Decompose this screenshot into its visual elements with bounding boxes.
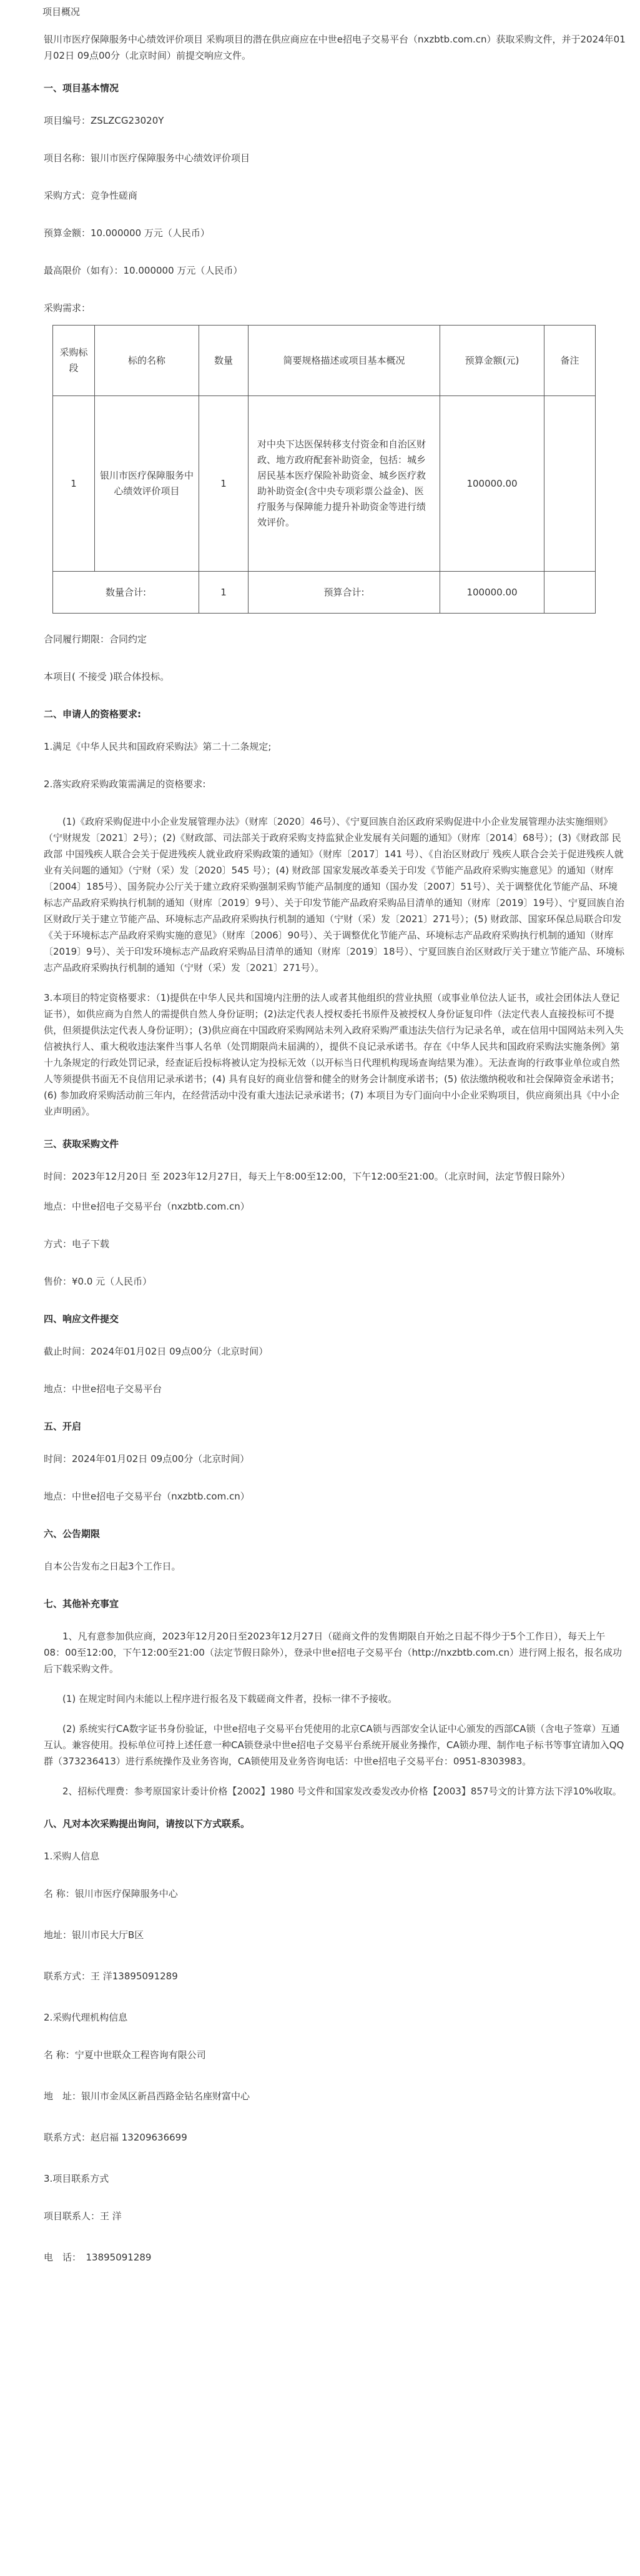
purchaser-contact: 联系方式：王 洋13895091289 — [44, 1971, 178, 1982]
contract-period: 合同履行期限：合同约定 — [44, 634, 147, 645]
cell-budget: 100000.00 — [440, 396, 544, 572]
cell-lot: 1 — [53, 396, 95, 572]
table-summary-row — [53, 572, 596, 614]
qual-item-3: 3.本项目的特定资格要求：（1)提供在中华人民共和国境内注册的法人或者其他组织的营业执照（或事业单位法人证书，或社会团体法人登记证书），如供应商为自然人的需提供自然人身份证明；(2)法定代表人授权委托书原件及被授权人身份证复印件（法定代表人直接投标可不提供，但须提供法定代表人身份证明）；(3)供应商在中国政府采购网站未列入政府采购严重违法失信行为记录名单，或在信用中国网站未列入失信被执行人、重大税收违法案件当事人名单（处罚期限尚未届满的），提供不良记录承诺书。存在《中华人民共和国政府采购法实施条例》第十九条规定的行政处罚记录，经查证后投标将被认定为投标无效（以开标当日代理机构现场查询结果为准）。无法查询的行政事业单位或自然人等须提供书面无不良信用记录承诺书；(4) 具有良好的商业信誉和健全的财务会计制度承诺书；(5) 依法缴纳税收和社会保障资金承诺书；(6) 参加政府采购活动前三年内，在经营活动中没有重大违法记录承诺书；(7) 本项目为专门面向中小企业采购项目，供应商须出具《中小企业声明函》。 — [44, 992, 624, 1117]
obtain-place: 地点：中世e招电子交易平台（nxzbtb.com.cn） — [44, 1201, 250, 1212]
cell-remark — [544, 396, 596, 572]
heading-basic-info: 一、项目基本情况 — [44, 82, 119, 94]
cell-spec: 对中央下达医保转移支付资金和自治区财政、地方政府配套补助资金，包括：城乡居民基本医疗保险补助资金、城乡医疗救助补助资金(含中央专项彩票公益金)、医疗服务与保障能力提升补助资金等进行绩效评价。 — [249, 396, 440, 572]
other-item-1-sub1: (1) 在规定时间内未能以上程序进行报名及下载磋商文件者，投标一律不予接收。 — [62, 1693, 398, 1704]
heading-obtain-docs: 三、获取采购文件 — [44, 1138, 119, 1150]
project-contact-phone: 电 话： 13895091289 — [44, 2252, 152, 2263]
section-label: 项目概况 — [42, 6, 81, 17]
obtain-price: 售价：¥0.0 元（人民币） — [44, 1276, 152, 1287]
project-name: 项目名称：银川市医疗保障服务中心绩效评价项目 — [44, 152, 250, 164]
heading-contacts: 八、凡对本次采购提出询问，请按以下方式联系。 — [44, 1818, 250, 1829]
agency-contact: 联系方式：赵启福 13209636699 — [44, 2132, 187, 2143]
heading-opening: 五、开启 — [44, 1421, 82, 1432]
procurement-method: 采购方式：竞争性磋商 — [44, 190, 138, 201]
notice-period: 自本公告发布之日起3个工作日。 — [44, 1561, 181, 1572]
project-number: 项目编号：ZSLZCG23020Y — [44, 115, 164, 126]
heading-submission: 四、响应文件提交 — [44, 1313, 119, 1325]
agency-name: 名 称：宁夏中世联众工程咨询有限公司 — [44, 2049, 206, 2061]
qual-item-1: 1.满足《中华人民共和国政府采购法》第二十二条规定; — [44, 741, 272, 752]
purchaser-name: 名 称：银川市医疗保障服务中心 — [44, 1888, 178, 1899]
project-contact-heading: 3.项目联系方式 — [44, 2173, 109, 2184]
cell-summary-remark — [544, 572, 596, 614]
max-price: 最高限价（如有）：10.000000 万元（人民币） — [44, 265, 243, 276]
agency-heading: 2.采购代理机构信息 — [44, 2012, 128, 2023]
other-item-2: 2、招标代理费：参考原国家计委计价格【2002】1980 号文件和国家发改委发改办价格【2003】857号文的计算方法下浮10%收取。 — [62, 1786, 622, 1797]
requirements-label: 采购需求： — [44, 302, 91, 314]
agency-address: 地 址：银川市金凤区新昌西路金钻名座财富中心 — [44, 2091, 250, 2102]
purchaser-address: 地址：银川市民大厅B区 — [44, 1929, 144, 1941]
col-header-spec: 简要规格描述或项目基本概况 — [249, 326, 440, 396]
opening-time: 时间：2024年01月02日 09点00分（北京时间） — [44, 1453, 250, 1465]
opening-place: 地点：中世e招电子交易平台（nxzbtb.com.cn） — [44, 1491, 250, 1502]
other-item-1: 1、凡有意参加供应商，2023年12月20日至2023年12月27日（磋商文件的发售期限自开始之日起不得少于5个工作日），每天上午08：00至12:00，下午12:00至21:00（法定节假日除外），登录中世e招电子交易平台（http://nxzbtb.com.cn）进行网上报名，报名成功后下载采购文件。 — [44, 1631, 623, 1674]
cell-item: 银川市医疗保障服务中心绩效评价项目 — [95, 396, 199, 572]
submission-place: 地点：中世e招电子交易平台 — [44, 1383, 162, 1395]
cell-qty-total: 1 — [199, 572, 249, 614]
obtain-time: 时间：2023年12月20日 至 2023年12月27日，每天上午8:00至12:00，下午12:00至21:00。（北京时间，法定节假日除外） — [44, 1171, 571, 1182]
col-header-qty: 数量 — [199, 326, 249, 396]
intro-paragraph: 银川市医疗保障服务中心绩效评价项目 采购项目的潜在供应商应在中世e招电子交易平台（nxzbtb.com.cn）获取采购文件，并于2024年01月02日 09点00分（北京时间）前提交响应文件。 — [44, 34, 626, 61]
cell-qty: 1 — [199, 396, 249, 572]
table-row — [53, 396, 596, 572]
other-item-1-sub2: (2) 系统实行CA数字证书身份验证，中世e招电子交易平台凭使用的北京CA锁与西部安全认证中心颁发的西部CA锁（含电子签章）互通互认。兼容使用。投标单位可持上述任意一种CA锁登录中世e招电子交易平台系统开展业务操作，CA锁办理、制作电子标书等事宜请加入QQ群（373236413）进行系统操作及业务咨询，CA锁使用及业务咨询电话：中世e招电子交易平台：0951-8303983。 — [44, 1723, 624, 1767]
col-header-budget: 预算金额(元) — [440, 326, 544, 396]
col-header-item: 标的名称 — [95, 326, 199, 396]
qual-policy-paragraph: (1)《政府采购促进中小企业发展管理办法》（财库〔2020〕46号）、《宁夏回族自治区政府采购促进中小企业发展管理办法实施细则》（宁财规发〔2021〕2号）；(2)《财政部、司法部关于政府采购支持监狱企业发展有关问题的通知》（财库〔2014〕68号）；(3)《财政部 民政部 中国残疾人联合会关于促进残疾人就业政府采购政策的通知》（财库〔2017〕141 号）、《自治区财政厅 残疾人联合会关于促进残疾人就业有关问题的通知》（宁财（采）发〔2020〕545 号）；(4) 财政部 国家发展改革委关于印发《节能产品政府采购实施意见》的通知（财库〔2004〕185号）、国务院办公厅关于建立政府采购强制采购节能产品制度的通知（国办发〔2007〕51号）、关于调整优化节能产品、环境标志产品政府采购执行机制的通知（财库〔2019〕9号）、关于印发节能产品政府采购品目清单的通知（财库〔2019〕19号）、宁夏回族自治区财政厅关于建立节能产品、环境标志产品政府采购执行机制的通知（宁财（采）发〔2021〕271号）；(5) 财政部、国家环保总局联合印发《关于环境标志产品政府采购实施的意见》（财库〔2006〕90号）、关于调整优化节能产品、环境标志产品政府采购执行机制的通知（财库〔2019〕9号）、关于印发环境标志产品政府采购品目清单的通知（财库〔2019〕18号）、宁夏回族自治区财政厅关于建立节能产品、环境标志产品政府采购执行机制的通知（宁财（采）发〔2021〕271号）。 — [44, 816, 624, 973]
cell-budget-total: 100000.00 — [440, 572, 544, 614]
cell-qty-total-label: 数量合计: — [53, 572, 199, 614]
submission-deadline: 截止时间：2024年01月02日 09点00分（北京时间） — [44, 1346, 268, 1357]
heading-other-matters: 七、其他补充事宜 — [44, 1598, 119, 1609]
heading-qualifications: 二、申请人的资格要求: — [44, 709, 141, 720]
procurement-table — [52, 325, 596, 614]
consortium-note: 本项目( 不接受 )联合体投标。 — [44, 671, 170, 682]
qual-item-2-label: 2.落实政府采购政策需满足的资格要求: — [44, 778, 206, 790]
obtain-method: 方式：电子下载 — [44, 1238, 110, 1250]
project-contact-person: 项目联系人：王 洋 — [44, 2210, 122, 2222]
heading-notice-period: 六、公告期限 — [44, 1528, 101, 1539]
budget-amount: 预算金额：10.000000 万元（人民币） — [44, 227, 210, 239]
cell-budget-total-label: 预算合计: — [249, 572, 440, 614]
purchaser-heading: 1.采购人信息 — [44, 1851, 100, 1862]
col-header-remark: 备注 — [544, 326, 596, 396]
col-header-lot: 采购标段 — [53, 326, 95, 396]
